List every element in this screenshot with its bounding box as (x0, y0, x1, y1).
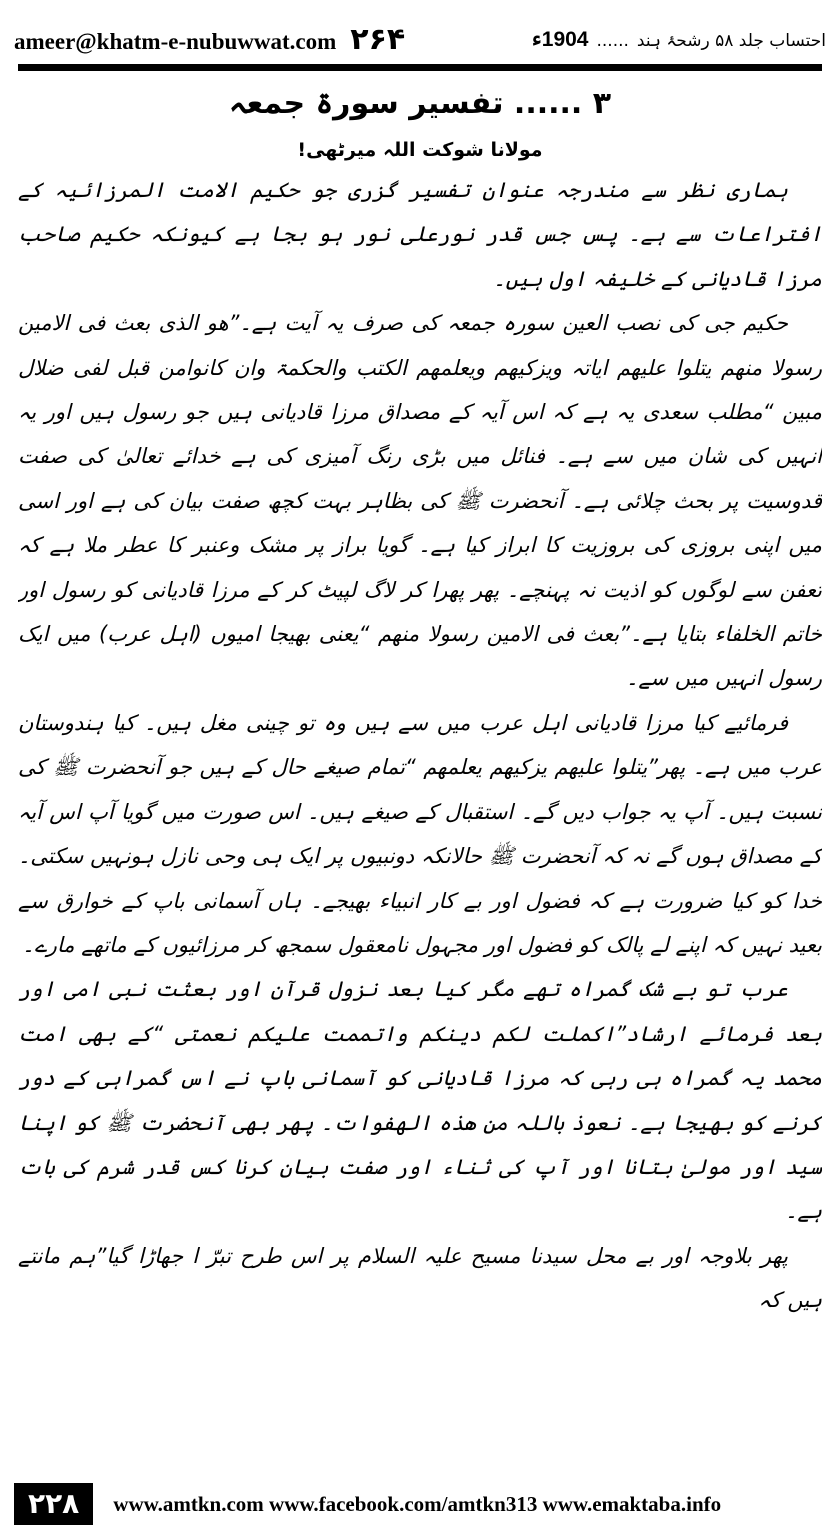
paragraph: حکیم جی کی نصب العین سورہ جمعہ کی صرف یہ آیت ہے۔”ھو الذی بعث فی الامین رسولا منھم یتلوا علیھم ایاتہ ویزکیھم ویعلمھم الکتب والحکمۃ وان کانوامن قبل لفی ضلال مبین “مطلب سعدی یہ ہے کہ اس آیہ کے مصداق مرزا قادیانی ہیں جو رسول ہیں اور یہ انہیں کی شان میں سے ہے۔ فنائل میں بڑی رنگ آمیزی کی ہے خدائے تعالیٰ کی صفت قدوسیت پر بحث چلائی ہے۔ آنحضرت ﷺ کی بظاہر بہت کچھ صفت بیان کی ہے اور اسی میں اپنی بروزی کی بروزیت کا ابراز کیا ہے۔ گویا براز پر مشک وعنبر کا عطر ملا ہے کہ تعفن سے لوگوں کو اذیت نہ پہنچے۔ پھر پھرا کر لاگ لپیٹ کر کے مرزا قادیانی کو رسول اور خاتم الخلفاء بتایا ہے۔”بعث فی الامین رسولا منھم “یعنی بھیجا امیوں (اہل عرب) میں ایک رسول انہیں میں سے۔ (18, 311, 822, 691)
header-book-title: احتساب جلد ۵۸ رشحۂ ہند (636, 30, 826, 51)
header-right (532, 27, 826, 52)
header-dots: ...... (596, 30, 629, 51)
footer-links[interactable]: www.amtkn.com www.facebook.com/amtkn313 www.emaktaba.info (113, 1491, 722, 1516)
header-email: ameer@khatm-e-nubuwwat.com (14, 28, 337, 54)
paragraph: ہماری نظر سے مندرجہ عنوان تفسیر گزری جو حکیم الامت المرزائیہ کے افتراعات سے ہے۔ پس جس قدر نورعلی نور ہو بجا ہے کیونکہ حکیم صاحب مرزا قادیانی کے خلیفہ اول ہیں۔ (18, 178, 822, 291)
paragraph: عرب تو بے شک گمراہ تھے مگر کیا بعد نزول قرآن اور بعثت نبی امی اور بعد فرمائے ارشاد”اکملت لکم دینکم واتممت علیکم نعمتی “کے بھی امت محمد یہ گمراہ ہی رہی کہ مرزا قادیانی کو آسمانی باپ نے اس گمراہی کے دور کرنے کو بھیجا ہے۔ نعوذ باللہ من ھذہ الھفوات۔ پھر بھی آنحضرت ﷺ کو اپنا سید اور مولیٰ بتانا اور آپ کی ثناء اور صفت بیان کرنا کس قدر شرم کی بات ہے۔ (18, 977, 822, 1224)
article-author: مولانا شوکت اللہ میرٹھی! (297, 139, 543, 161)
header-page-number: ۲۶۴ (350, 21, 406, 57)
page-footer (14, 1482, 826, 1526)
article-body (18, 76, 822, 1458)
header-rule (18, 64, 822, 71)
footer-page-box: ۲۲۸ (14, 1483, 93, 1525)
page-header (14, 14, 826, 64)
paragraph: پھر بلاوجہ اور بے محل سیدنا مسیح علیہ السلام پر اس طرح تبرّ ا جھاڑا گیا”ہم مانتے ہیں کہ (18, 1243, 822, 1313)
header-year: 1904ء (531, 27, 589, 51)
article-title: ۳ ...... تفسیر سورۃ جمعہ (228, 86, 612, 121)
header-left (14, 22, 405, 57)
paragraph: فرمائیے کیا مرزا قادیانی اہل عرب میں سے ہیں وہ تو چینی مغل ہیں۔ کیا ہندوستان عرب میں ہے۔ پھر”یتلوا علیھم یزکیھم یعلمھم “تمام صیغے حال کے ہیں جو آنحضرت ﷺ کی نسبت ہیں۔ آپ یہ جواب دیں گے۔ استقبال کے صیغے ہیں۔ اس صورت میں گویا آپ اس آیہ کے مصداق ہوں گے نہ کہ آنحضرت ﷺ حالانکہ دونبیوں پر ایک ہی وحی نازل ہونہیں سکتی۔ خدا کو کیا ضرورت ہے کہ فضول اور بے کار انبیاء بھیجے۔ ہاں آسمانی باپ کے خوارق سے بعید نہیں کہ اپنے لے پالک کو فضول اور مجہول نامعقول سمجھ کر مرزائیوں کے ماتھے مارے۔ (18, 710, 822, 957)
